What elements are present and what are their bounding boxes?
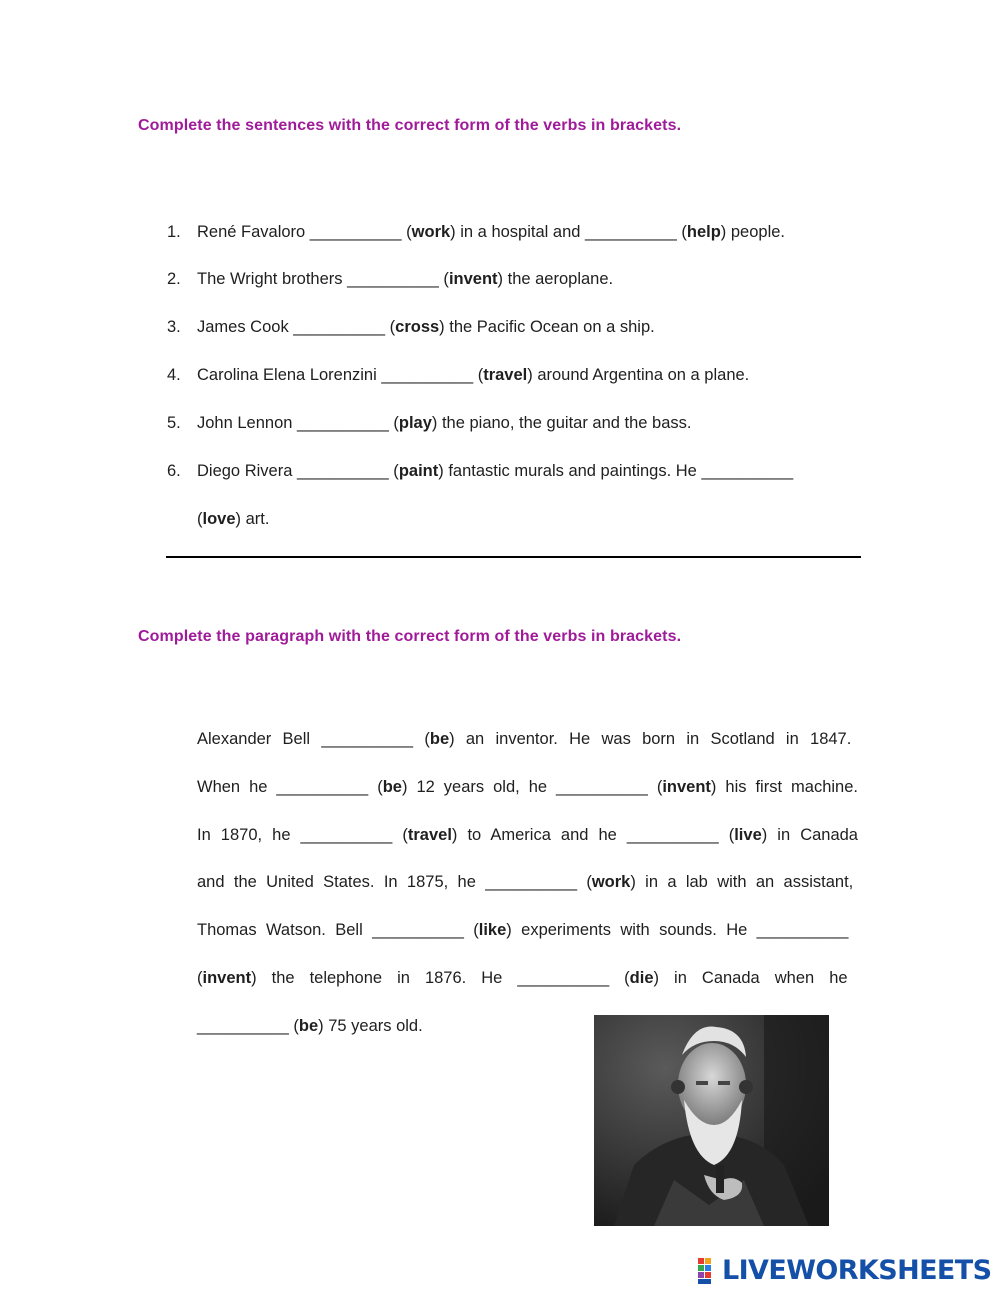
sentence-text: René Favaloro __________ ( bbox=[197, 223, 412, 241]
verb-hint: invent bbox=[202, 969, 252, 987]
verb-hint: be bbox=[429, 730, 450, 748]
paragraph-line-text bbox=[197, 826, 858, 844]
item-text bbox=[197, 220, 785, 244]
sentence-text: ) fantastic murals and paintings. He __________ bbox=[438, 462, 794, 480]
sentence-text: In 1870, he __________ ( bbox=[197, 826, 408, 844]
sentence-text: ) art. bbox=[235, 510, 270, 528]
liveworksheets-logo bbox=[698, 1256, 991, 1286]
item-number: 1. bbox=[167, 223, 181, 241]
item-number: 4. bbox=[167, 366, 181, 384]
item-text bbox=[197, 507, 269, 531]
verb-hint: be bbox=[382, 778, 402, 796]
sentence-text: ) people. bbox=[720, 223, 785, 241]
logo-text: LIVEWORKSHEETS bbox=[722, 1255, 992, 1286]
verb-hint: invent bbox=[448, 270, 498, 288]
verb-hint: play bbox=[398, 414, 432, 432]
paragraph-line bbox=[197, 918, 858, 942]
item-number: 3. bbox=[167, 318, 181, 336]
sentence-text: ) the Pacific Ocean on a ship. bbox=[439, 318, 655, 336]
sentence-item bbox=[167, 507, 867, 531]
sentence-text: John Lennon __________ ( bbox=[197, 414, 399, 432]
sentence-item bbox=[167, 315, 867, 339]
paragraph-line-text bbox=[197, 1017, 423, 1035]
sentence-item bbox=[167, 363, 867, 387]
sentence-text: ( bbox=[197, 969, 203, 987]
verb-hint: cross bbox=[395, 318, 440, 336]
paragraph-line-text bbox=[197, 921, 848, 939]
paragraph-line-text bbox=[197, 969, 848, 987]
liveworksheets-logo-icon bbox=[698, 1258, 720, 1284]
paragraph-line bbox=[197, 727, 858, 751]
paragraph-line-text bbox=[197, 873, 853, 891]
sentence-text: ) in a hospital and __________ ( bbox=[450, 223, 687, 241]
item-text bbox=[197, 315, 655, 339]
verb-hint: paint bbox=[398, 462, 439, 480]
paragraph-line bbox=[197, 870, 858, 894]
sentence-text: ) an inventor. He was born in Scotland in 1847. bbox=[449, 730, 852, 748]
sentence-text: ) in Canada when he bbox=[653, 969, 848, 987]
verb-hint: invent bbox=[662, 778, 711, 796]
sentence-text: ) 75 years old. bbox=[318, 1017, 423, 1035]
sentence-text: The Wright brothers __________ ( bbox=[197, 270, 449, 288]
sentence-text: ) experiments with sounds. He __________ bbox=[506, 921, 849, 939]
verb-hint: die bbox=[629, 969, 654, 987]
sentence-text: Diego Rivera __________ ( bbox=[197, 462, 399, 480]
sentence-text: Carolina Elena Lorenzini __________ ( bbox=[197, 366, 484, 384]
alexander-bell-photo bbox=[594, 1015, 829, 1226]
verb-hint: be bbox=[298, 1017, 319, 1035]
paragraph-line bbox=[197, 823, 858, 847]
sentence-text: and the United States. In 1875, he __________ ( bbox=[197, 873, 592, 891]
section-divider bbox=[166, 556, 861, 558]
instruction-heading-1: Complete the sentences with the correct form of the verbs in brackets. bbox=[138, 117, 682, 134]
sentence-text: ) his first machine. bbox=[710, 778, 858, 796]
sentence-item bbox=[167, 220, 867, 244]
verb-hint: work bbox=[411, 223, 451, 241]
paragraph-line bbox=[197, 775, 858, 799]
sentence-item bbox=[167, 267, 867, 291]
item-text bbox=[197, 267, 613, 291]
sentence-text: ) the aeroplane. bbox=[497, 270, 614, 288]
item-number: 5. bbox=[167, 414, 181, 432]
paragraph-line-text bbox=[197, 778, 858, 796]
item-number: 6. bbox=[167, 462, 181, 480]
sentence-text: ) the telephone in 1876. He __________ ( bbox=[251, 969, 630, 987]
verb-hint: travel bbox=[407, 826, 452, 844]
verb-hint: like bbox=[478, 921, 507, 939]
verb-hint: love bbox=[202, 510, 236, 528]
sentence-item bbox=[167, 459, 867, 483]
sentence-text: When he __________ ( bbox=[197, 778, 383, 796]
item-text bbox=[197, 363, 749, 387]
verb-hint: work bbox=[591, 873, 631, 891]
sentence-text: ( bbox=[197, 510, 203, 528]
sentence-text: ) around Argentina on a plane. bbox=[527, 366, 750, 384]
paragraph-line bbox=[197, 966, 858, 990]
item-number: 2. bbox=[167, 270, 181, 288]
verb-hint: live bbox=[734, 826, 762, 844]
instruction-heading-2: Complete the paragraph with the correct form of the verbs in brackets. bbox=[138, 628, 682, 645]
item-text bbox=[197, 459, 793, 483]
sentence-text: ) to America and he __________ ( bbox=[451, 826, 735, 844]
sentence-text: Alexander Bell __________ ( bbox=[197, 730, 430, 748]
sentence-text: ) the piano, the guitar and the bass. bbox=[431, 414, 692, 432]
sentence-text: Thomas Watson. Bell __________ ( bbox=[197, 921, 479, 939]
verb-hint: help bbox=[686, 223, 721, 241]
sentence-text: __________ ( bbox=[197, 1017, 299, 1035]
paragraph-line-text bbox=[197, 730, 851, 748]
verb-hint: travel bbox=[483, 366, 528, 384]
sentence-text: ) in Canada bbox=[761, 826, 858, 844]
sentence-text: James Cook __________ ( bbox=[197, 318, 396, 336]
item-text bbox=[197, 411, 691, 435]
sentence-item bbox=[167, 411, 867, 435]
sentence-text: ) in a lab with an assistant, bbox=[630, 873, 854, 891]
sentence-text: ) 12 years old, he __________ ( bbox=[401, 778, 663, 796]
